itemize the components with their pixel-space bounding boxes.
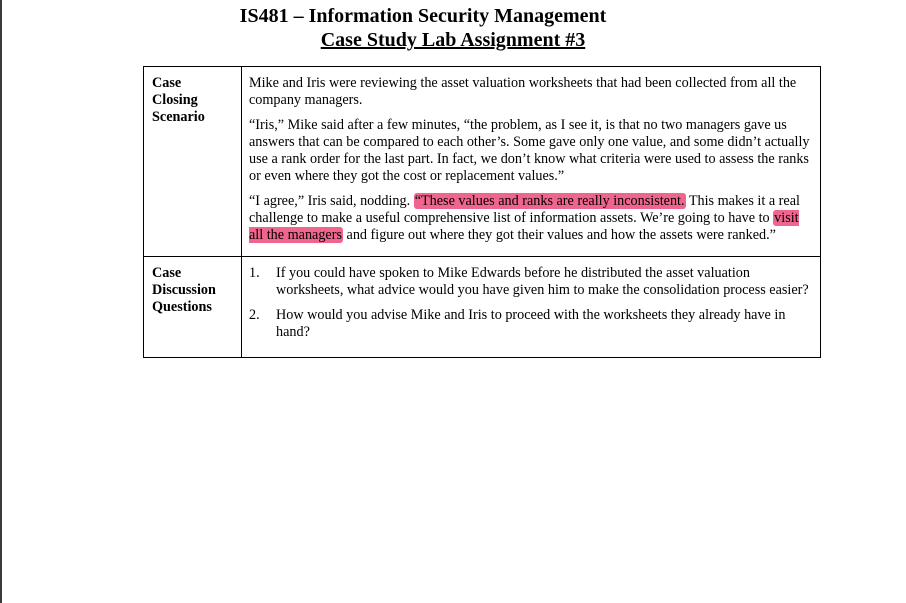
question-text: If you could have spoken to Mike Edwards before he distributed the asset valuation worksheets, what advice would you have given him to make the consolidation process easier? bbox=[276, 265, 809, 298]
closing-label-line3: Scenario bbox=[152, 109, 205, 125]
discussion-questions-label bbox=[144, 257, 242, 358]
scenario-paragraph-2: “Iris,” Mike said after a few minutes, “the problem, as I see it, is that no two managers gave us answers that can be compared to each other’s. Some gave only one value, and some didn’t actually use a rank order for the last part. In fact, we don’t know what criteria were used to assess the ranks or even where they got the cost or replacement values.” bbox=[249, 117, 810, 184]
closing-scenario-content bbox=[242, 67, 821, 257]
discussion-questions-content bbox=[242, 257, 821, 358]
discussion-label-line3: Questions bbox=[152, 299, 212, 315]
highlighted-text-inconsistent[interactable]: “These values and ranks are really inconsistent. bbox=[414, 193, 685, 209]
discussion-questions-row bbox=[144, 257, 821, 358]
document-subtitle: Case Study Lab Assignment #3 bbox=[320, 29, 586, 51]
question-item bbox=[249, 307, 812, 341]
closing-scenario-row bbox=[144, 67, 821, 257]
question-number: 1. bbox=[249, 265, 260, 281]
scenario-paragraph-3 bbox=[249, 193, 812, 244]
scenario-text-segment: This makes it a real challenge to make a useful comprehensive list of information assets. We’re going to have to bbox=[249, 193, 800, 226]
closing-label-line2: Closing bbox=[152, 92, 198, 108]
question-item bbox=[249, 265, 812, 299]
question-number: 2. bbox=[249, 307, 260, 323]
closing-scenario-label bbox=[144, 67, 242, 257]
question-list bbox=[249, 265, 812, 341]
scenario-text-segment: and figure out where they got their values and how the assets were ranked.” bbox=[342, 227, 776, 243]
discussion-label-line1: Case bbox=[152, 265, 182, 281]
document-header bbox=[0, 4, 906, 52]
page-edge-divider bbox=[0, 0, 2, 603]
question-text: How would you advise Mike and Iris to proceed with the worksheets they already have in hand? bbox=[276, 307, 786, 340]
highlighted-text-visit-managers[interactable]: visit all the managers bbox=[249, 210, 799, 243]
closing-label-line1: Case bbox=[152, 75, 182, 91]
discussion-label-line2: Discussion bbox=[152, 282, 216, 298]
case-study-table bbox=[143, 66, 821, 358]
scenario-text-segment: “I agree,” Iris said, nodding. bbox=[249, 193, 414, 209]
document-title: IS481 – Information Security Management bbox=[239, 5, 607, 27]
scenario-paragraph-1: Mike and Iris were reviewing the asset valuation worksheets that had been collected from all the company managers. bbox=[249, 75, 797, 108]
